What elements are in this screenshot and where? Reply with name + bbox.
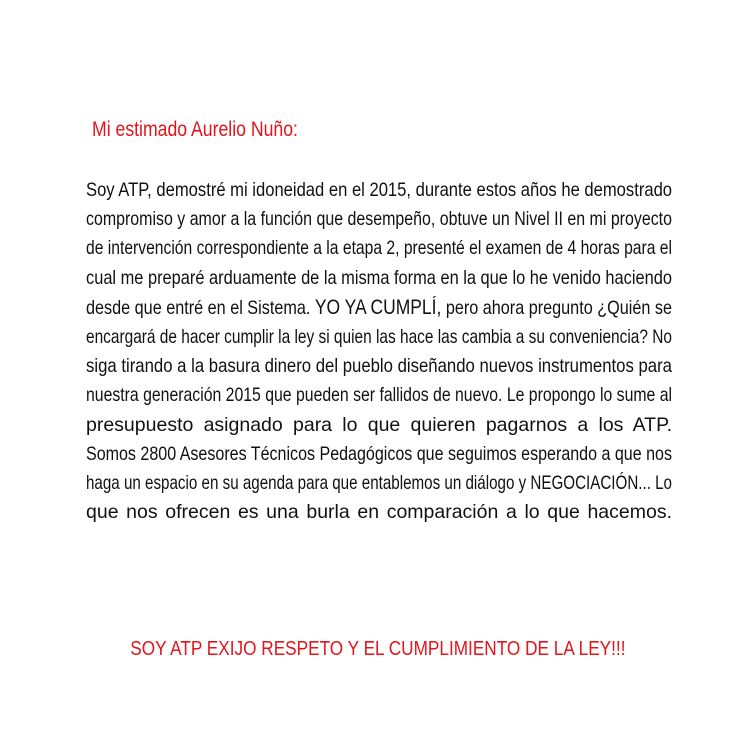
body-line-4: cual me preparé arduamente de la misma forma en la que lo he venido haciendo (86, 266, 672, 289)
body-line-5-end: pero ahora pregunto ¿Quién se (445, 296, 672, 319)
closing-text: SOY ATP EXIJO RESPETO Y EL CUMPLIMIENTO DE LA LEY!!! (130, 638, 626, 660)
body-line-12: que nos ofrecen es una burla en comparación a lo que hacemos. (86, 501, 672, 524)
body-line-11: haga un espacio en su agenda para que entablemos un diálogo y NEGOCIACIÓN... Lo (86, 472, 672, 495)
body-line-6: encargará de hacer cumplir la ley si quien las hace las cambia a su conveniencia? No (86, 326, 672, 349)
body-line-1: Soy ATP, demostré mi idoneidad en el 2015, durante estos años he demostrado (86, 179, 673, 201)
body-line-9: presupuesto asignado para lo que quieren pagarnos a los ATP. (86, 413, 672, 436)
body-line-10: Somos 2800 Asesores Técnicos Pedagógicos que seguimos esperando a que nos (86, 442, 673, 465)
body-line-3: de intervención correspondiente a la etapa 2, presenté el examen de 4 horas para el (86, 237, 672, 260)
letter-closing (0, 638, 756, 661)
letter-body (86, 176, 672, 527)
body-line-5 (86, 293, 672, 323)
emphasis-yo-ya-cumpli: YO YA CUMPLÍ, (314, 295, 442, 319)
letter-greeting: Mi estimado Aurelio Nuño: (92, 118, 298, 141)
body-line-2: compromiso y amor a la función que desempeño, obtuve un Nivel II en mi proyecto (86, 208, 672, 231)
body-line-8: nuestra generación 2015 que pueden ser fallidos de nuevo. Le propongo lo sume al (86, 384, 673, 407)
body-line-7: siga tirando a la basura dinero del pueblo diseñando nuevos instrumentos para (86, 355, 672, 378)
body-line-5-start: desde que entré en el Sistema. (86, 296, 311, 319)
